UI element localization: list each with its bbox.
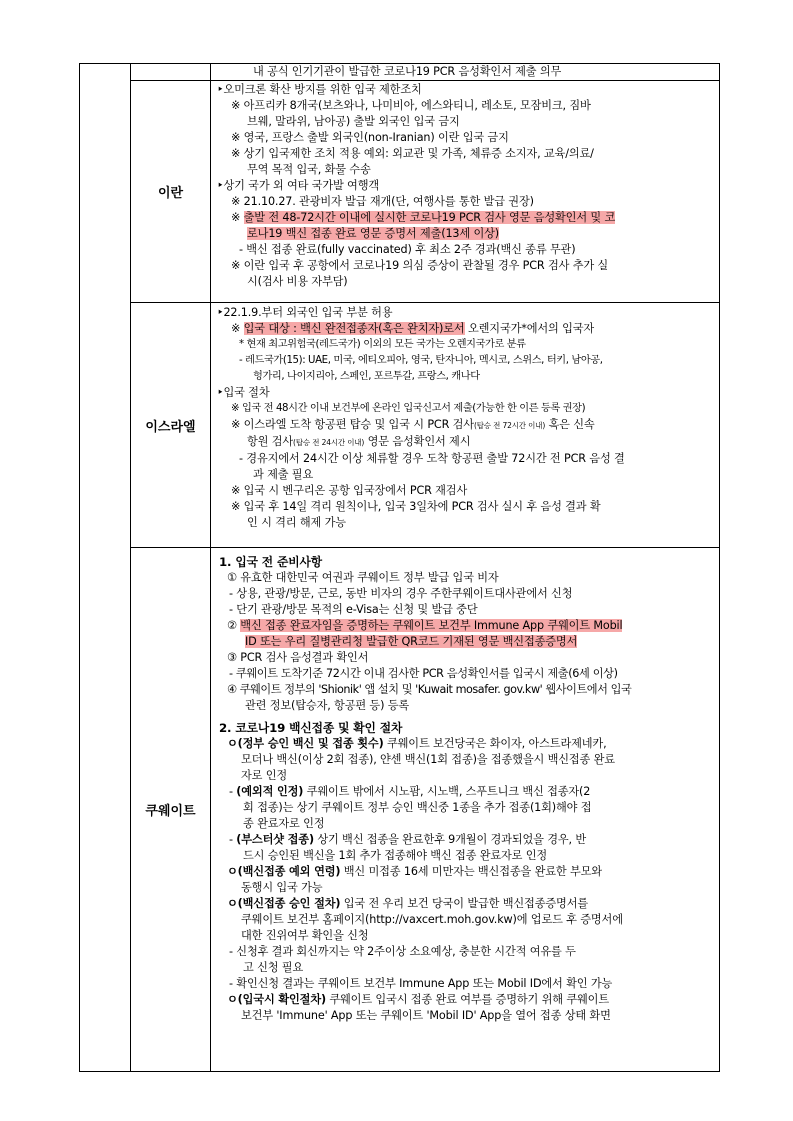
text-line: 내 공식 인기기관이 발급한 코로나19 PCR 음성확인서 제출 의무 (253, 65, 562, 78)
text-line: - 신청후 결과 회신까지는 약 2주이상 소요예상, 충분한 시간적 여유를 두 (229, 945, 576, 958)
country-cell-empty (131, 64, 211, 81)
text-line: ※ 입국 후 14일 격리 원칙이나, 입국 3일차에 PCR 검사 실시 후 음성 결과 확 (231, 500, 601, 513)
text-line: 헝가리, 나이지리아, 스페인, 포르투갈, 프랑스, 캐나다 (253, 371, 480, 382)
text-line: ‣22.1.9.부터 외국인 입국 부분 허용 (217, 306, 393, 319)
text-line: - 상용, 관광/방문, 근로, 동반 비자의 경우 주한쿠웨이트대사관에서 신청 (229, 587, 573, 600)
text-line: 무역 목적 입국, 화물 수송 (247, 163, 371, 176)
text-line: ※ 21.10.27. 관광비자 발급 재개(단, 여행사를 통한 발급 권장) (231, 195, 534, 208)
table-row (80, 303, 720, 548)
text-line (217, 226, 715, 242)
text-line: ※ 입국 대상 : 백신 완전접종자(혹은 완치자)로서 오렌지국가*에서의 입국자 (231, 322, 595, 335)
text-line: 동행시 입국 가능 (241, 881, 323, 894)
text-line: ‣입국 절차 (217, 386, 270, 399)
text-line: 모더나 백신(이상 2회 접종), 얀센 백신(1회 접종)을 접종했을시 백신접종 완료 (241, 753, 615, 766)
text-line: 회 접종)는 상기 쿠웨이트 정부 승인 백신중 1종을 추가 접종(1회)해야 접 (243, 801, 592, 814)
country-name: 이란 (157, 186, 184, 201)
text-line: ㅇ(입국시 확인절차) 쿠웨이트 입국시 접종 완료 여부를 증명하기 위해 쿠웨이트 (227, 993, 609, 1006)
text-line: ㅇ(백신접종 승인 절차) 입국 전 우리 보건 당국이 발급한 백신접종증명서를 (227, 897, 589, 910)
text-line: 인 시 격리 해제 가능 (247, 516, 346, 529)
table-row (80, 548, 720, 1072)
text-line: - 레드국가(15): UAE, 미국, 에티오피아, 영국, 탄자니아, 멕시코, 스위스, 터키, 남아공, (239, 355, 603, 366)
highlighted-text: 입국 대상 : 백신 완전접종자(혹은 완치자)로서 (243, 322, 465, 335)
text-line: 관련 정보(탑승자, 항공편 등) 등록 (245, 699, 410, 712)
section-heading: 1. 입국 전 준비사항 (219, 555, 322, 569)
country-cell (131, 303, 211, 548)
text-line: 드시 승인된 백신을 1회 추가 접종해야 백신 접종 완료자로 인정 (243, 849, 548, 862)
table-row (80, 64, 720, 81)
text-line: - 경유지에서 24시간 이상 체류할 경우 도착 항공편 출발 72시간 전 PCR 음성 결 (239, 452, 625, 465)
country-cell (131, 81, 211, 303)
table-row (80, 81, 720, 303)
text-line: ③ PCR 검사 음성결과 확인서 (227, 651, 369, 664)
text-line: ④ 쿠웨이트 정부의 'Shionik' 앱 설치 및 'Kuwait mosafer. gov.kw' 웹사이트에서 입국 (227, 683, 632, 696)
text-line: ① 유효한 대한민국 여권과 쿠웨이트 정부 발급 입국 비자 (227, 571, 499, 584)
text-line: ‣상기 국가 외 여타 국가발 여행객 (217, 179, 380, 192)
text-line: ㅇ(정부 승인 백신 및 접종 횟수) 쿠웨이트 보건당국은 화이자, 아스트라제네카, (227, 737, 607, 750)
country-name: 이스라엘 (145, 419, 196, 435)
text-line: - 쿠웨이트 도착기준 72시간 이내 검사한 PCR 음성확인서를 입국시 제출(6세 이상) (229, 667, 618, 680)
content-cell (211, 303, 720, 548)
text-line: - (예외적 인정) 쿠웨이트 밖에서 시노팜, 시노백, 스푸트니크 백신 접종자(2 (229, 785, 591, 798)
text-line: ※ 입국 전 48시간 이내 보건부에 온라인 입국신고서 제출(가능한 한 이른 등록 권장) (231, 403, 586, 414)
highlighted-text: ID 또는 우리 질병관리청 발급한 QR코드 기재된 영문 백신접종증명서 (245, 635, 578, 648)
content-cell (211, 64, 720, 81)
country-cell (131, 548, 211, 1072)
text-line: ※ 입국 시 벤구리온 공항 입국장에서 PCR 재검사 (231, 484, 468, 497)
text-line: 대한 진위여부 확인을 신청 (241, 929, 369, 942)
section-heading: 2. 코로나19 백신접종 및 확인 절차 (219, 721, 403, 735)
text-line: ※ 영국, 프랑스 출발 외국인(non-Iranian) 이란 입국 금지 (231, 131, 509, 144)
text-line: ㅇ(백신접종 예외 연령) 백신 미접종 16세 미만자는 백신접종을 완료한 부모와 (227, 865, 602, 878)
entry-restrictions-table (79, 63, 720, 1072)
text-line: - 단기 관광/방문 목적의 e-Visa는 신청 및 발급 중단 (229, 603, 478, 616)
text-line: - 확인신청 결과는 쿠웨이트 보건부 Immune App 또는 Mobil ID에서 확인 가능 (229, 977, 613, 990)
text-line: ※ 상기 입국제한 조치 적용 예외: 외교관 및 가족, 체류증 소지자, 교육/의료/ (231, 147, 594, 160)
text-line: - 백신 접종 완료(fully vaccinated) 후 최소 2주 경과(백신 종류 무관) (239, 243, 576, 256)
highlighted-text: 로나19 백신 접종 완료 영문 증명서 제출(13세 이상) (247, 227, 499, 240)
content-cell (211, 81, 720, 303)
text-line: 고 신청 필요 (243, 961, 304, 974)
highlighted-text: 백신 접종 완료자임을 증명하는 쿠웨이트 보건부 Immune App 쿠웨이트 Mobil (240, 619, 623, 632)
text-line: ※ 출발 전 48-72시간 이내에 실시한 코로나19 PCR 검사 영문 음성확인서 및 코 (231, 211, 616, 224)
text-line: 쿠웨이트 보건부 홈페이지(http://vaxcert.moh.gov.kw)에 업로드 후 증명서에 (241, 913, 623, 926)
text-line: 과 제출 필요 (253, 468, 314, 481)
text-line: ※ 아프리카 8개국(보츠와나, 나미비아, 에스와티니, 레소토, 모잠비크, 짐바 (231, 99, 591, 112)
text-line: ② 백신 접종 완료자임을 증명하는 쿠웨이트 보건부 Immune App 쿠웨이트 Mobil (227, 619, 623, 632)
content-cell (211, 548, 720, 1072)
left-margin-cell (80, 64, 131, 1072)
text-line: 항원 검사(탑승 전 24시간 이내) 영문 음성확인서 제시 (247, 435, 471, 448)
text-line (217, 634, 715, 650)
text-line: ※ 이란 입국 후 공항에서 코로나19 의심 증상이 관찰될 경우 PCR 검사 추가 실 (231, 259, 609, 272)
text-line: ‣오미크론 확산 방지를 위한 입국 제한조치 (217, 83, 422, 96)
text-line: 종 완료자로 인정 (243, 817, 325, 830)
text-line: - (부스터샷 접종) 상기 백신 접종을 완료한후 9개월이 경과되었을 경우, 반 (229, 833, 587, 846)
text-line: * 현재 최고위험국(레드국가) 이외의 모든 국가는 오렌지국가로 분류 (239, 339, 526, 350)
text-line: 자로 인정 (241, 769, 288, 782)
country-name: 쿠웨이트 (145, 804, 196, 819)
text-line: ※ 이스라엘 도착 항공편 탑승 및 입국 시 PCR 검사(탑승 전 72시간 이내) 혹은 신속 (231, 418, 595, 431)
text-line: 시(검사 비용 자부담) (247, 275, 348, 288)
text-line: 보건부 'Immune' App 또는 쿠웨이트 'Mobil ID' App을 열어 접종 상태 화면 (241, 1009, 611, 1022)
text-line: 브웨, 말라위, 남아공) 출발 외국인 입국 금지 (247, 115, 460, 128)
highlighted-text: 출발 전 48-72시간 이내에 실시한 코로나19 PCR 검사 영문 음성확인서 및 코 (243, 211, 616, 224)
